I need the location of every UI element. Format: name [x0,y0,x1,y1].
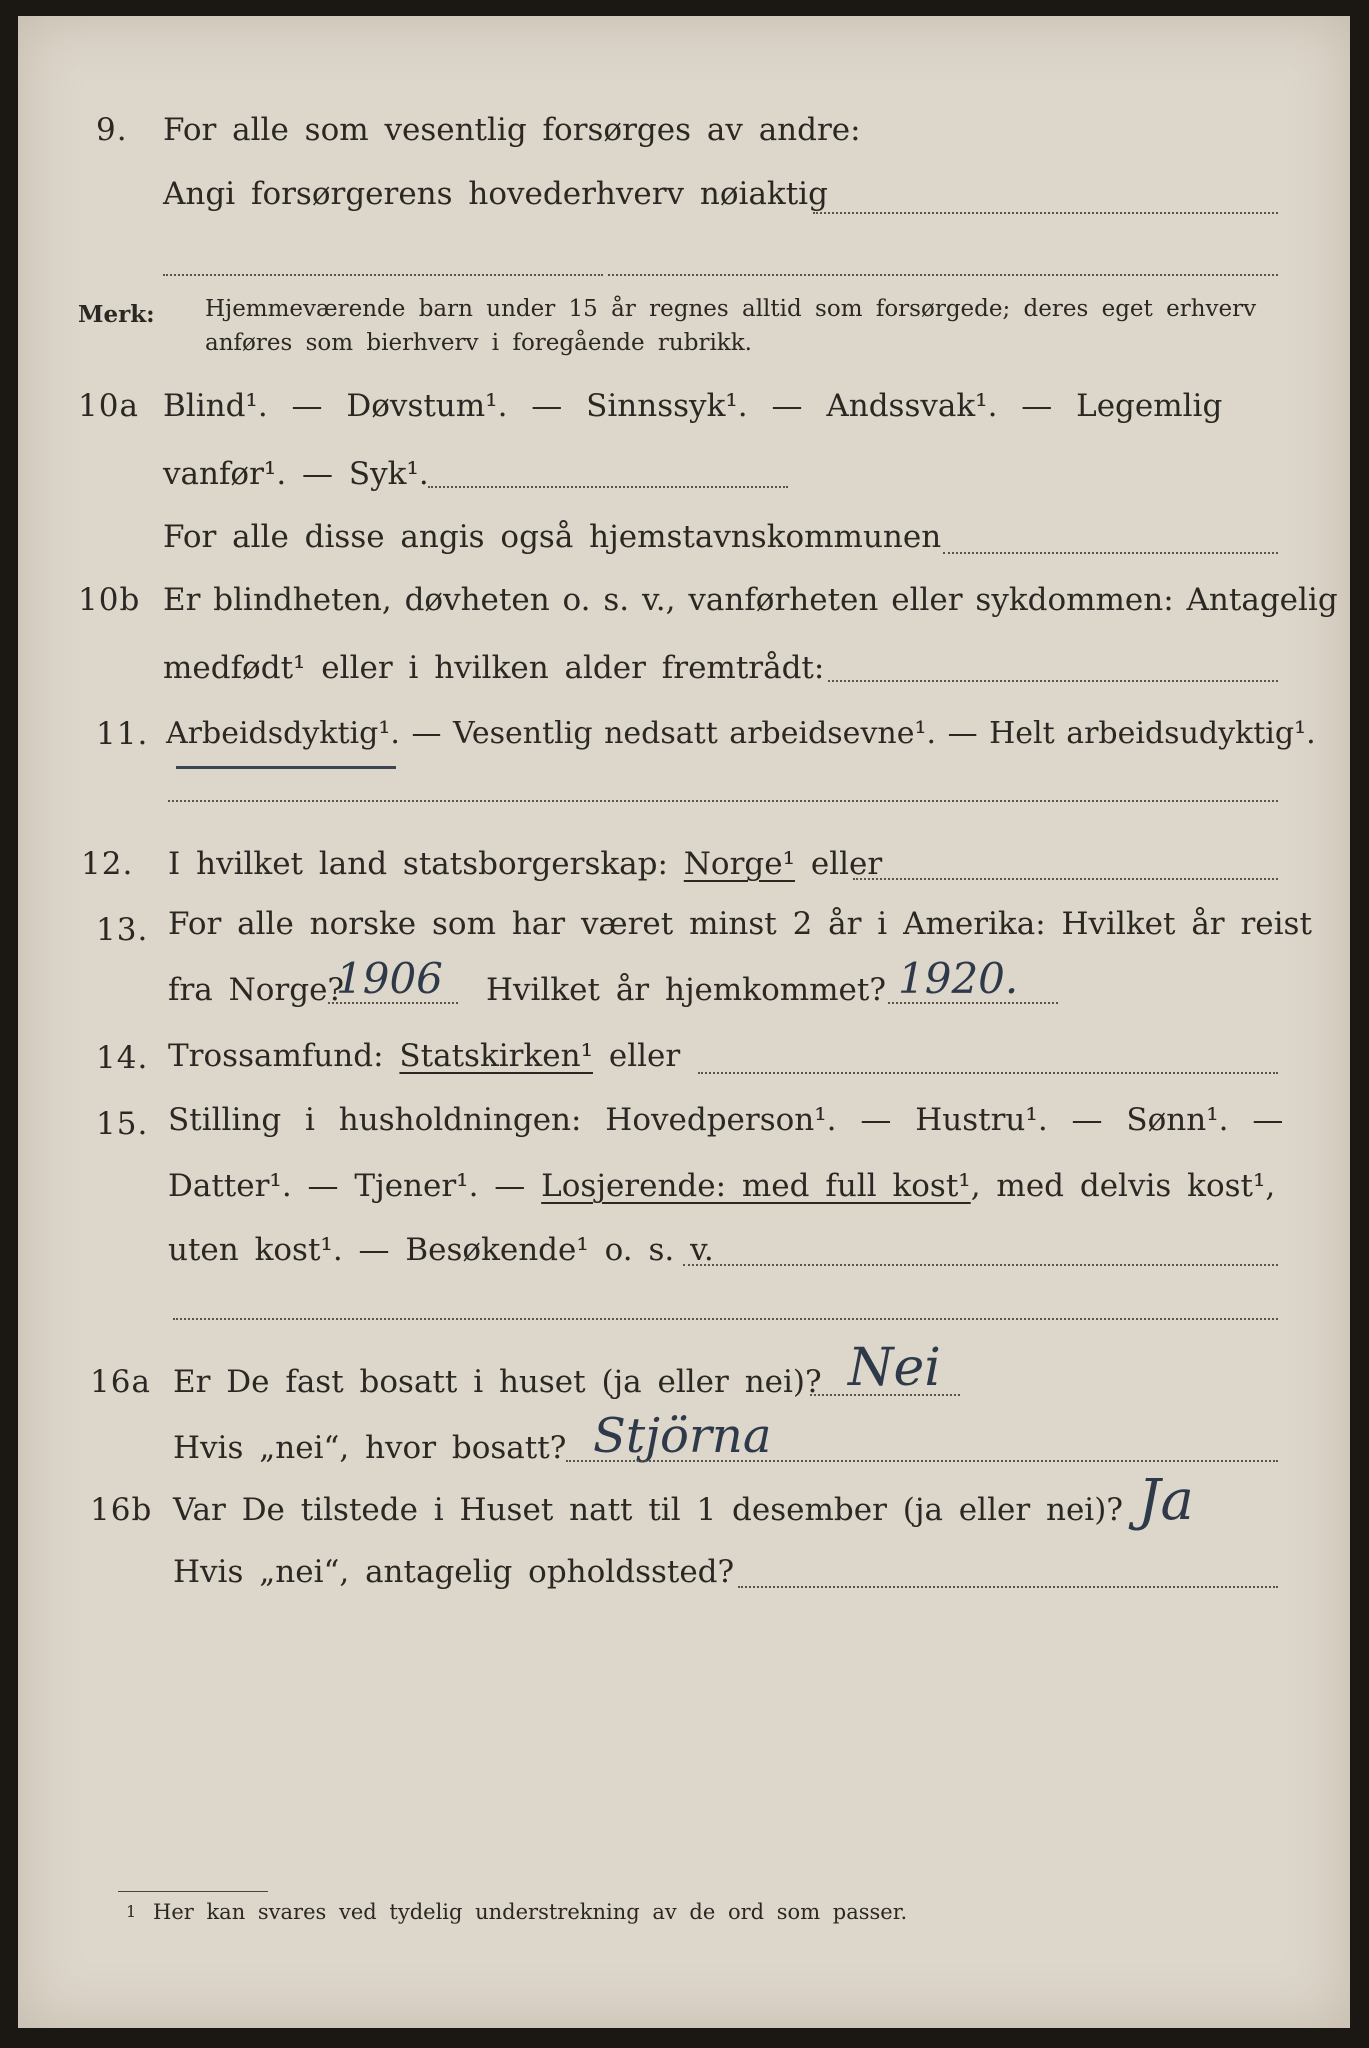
q10b-line1: Er blindheten, døvheten o. s. v., vanførheten eller sykdommen: Antagelig [163,582,1338,618]
q11-option-arbeidsdyktig: Arbeidsdyktig¹. [166,716,400,751]
q11-answer-line [168,800,1278,802]
q16a-number: 16a [90,1364,151,1400]
q9-answer-line-2a [163,274,603,276]
q10b-line2: medfødt¹ eller i hvilken alder fremtrådt: [163,650,825,686]
q12-eller: eller [795,846,883,882]
q15-line2-start: Datter¹. — Tjener¹. — [168,1168,542,1204]
q16b-line1: Var De tilstede i Huset natt til 1 desember (ja eller nei)? [173,1492,1123,1528]
q15-answer-line-2 [173,1318,1278,1320]
q15-line1: Stilling i husholdningen: Hovedperson¹. — Hustru¹. — Sønn¹. — [168,1102,1284,1138]
merk-line1: Hjemmeværende barn under 15 år regnes alltid som forsørgede; deres eget erhverv [205,296,1257,322]
q10a-hjemstavn-line [943,552,1278,554]
merk-label: Merk: [78,301,155,328]
q16a-answer-fast-bosatt: Nei [848,1338,941,1398]
q14-eller: eller [593,1038,681,1074]
q16a-line2: Hvis „nei“, hvor bosatt? [173,1430,567,1466]
form-page [18,16,1350,2028]
q11-pen-underline [176,766,396,769]
q14-number: 14. [96,1040,149,1076]
q11-number: 11. [96,716,149,752]
merk-line2: anføres som bierhverv i foregående rubrikk. [205,330,752,356]
q10b-number: 10b [78,582,141,618]
q16a-line1: Er De fast bosatt i huset (ja eller nei)? [173,1364,822,1400]
q13-hjem-line [888,1002,1058,1004]
footnote-text: Her kan svares ved tydelig understrekning av de ord som passer. [153,1900,908,1924]
q12-option-norge: Norge¹ [683,846,796,882]
q9-number: 9. [96,112,128,148]
q15-option-losjerende: Losjerende: med full kost¹ [541,1168,971,1204]
footnote-rule [118,1891,268,1892]
q10b-answer-line [828,680,1278,682]
q13-line2a: fra Norge? [168,972,345,1008]
q16b-answer-tilstede: Ja [1138,1468,1194,1533]
q14-answer-line [698,1072,1278,1074]
q11-line [166,716,1316,751]
q16b-line2: Hvis „nei“, antagelig opholdssted? [173,1554,735,1590]
q16b-number: 16b [90,1492,153,1528]
q10a-line1: Blind¹. — Døvstum¹. — Sinnssyk¹. — Andssvak¹. — Legemlig [163,388,1223,424]
q13-number: 13. [96,912,149,948]
q9-line2: Angi forsørgerens hovederhverv nøiaktig [163,176,828,212]
q14-line [168,1038,680,1074]
q12-number: 12. [81,846,134,882]
q12-answer-line [853,878,1278,880]
q16b-answer-line [738,1586,1278,1588]
footnote-mark: 1 [126,1902,137,1921]
q16a-line1-dots [810,1394,960,1396]
q9-answer-line-2b [608,274,1278,276]
q12-line [168,846,882,882]
q10a-line3: For alle disse angis også hjemstavnskommunen [163,519,942,555]
q14-prompt: Trossamfund: [168,1038,400,1074]
q10a-line2: vanfør¹. — Syk¹. [163,456,429,492]
q14-option-statskirken: Statskirken¹ [399,1038,593,1074]
q10a-number: 10a [78,388,139,424]
q12-prompt: I hvilket land statsborgerskap: [168,846,684,882]
q13-answer-hjemkommet: 1920. [898,954,1019,1003]
q9-answer-line [813,212,1278,214]
q16a-line2-dots [566,1460,1278,1462]
q10a-answer-line [428,486,788,488]
q13-line1: For alle norske som har været minst 2 år i Amerika: Hvilket år reist [168,906,1312,942]
q15-number: 15. [96,1106,149,1142]
q15-line3: uten kost¹. — Besøkende¹ o. s. v. [168,1232,714,1268]
q13-line2b: Hvilket år hjemkommet? [486,972,886,1008]
q15-line2-end: , med delvis kost¹, [970,1168,1276,1204]
q16a-answer-hvor-bosatt: Stjörna [593,1408,772,1464]
q15-answer-line [683,1264,1278,1266]
q9-line1: For alle som vesentlig forsørges av andre: [163,112,861,148]
q15-line2 [168,1168,1275,1204]
q13-answer-reist: 1906 [336,954,443,1003]
q11-options-rest: — Vesentlig nedsatt arbeidsevne¹. — Helt arbeidsudyktig¹. [399,716,1316,751]
q13-reist-line [328,1002,458,1004]
